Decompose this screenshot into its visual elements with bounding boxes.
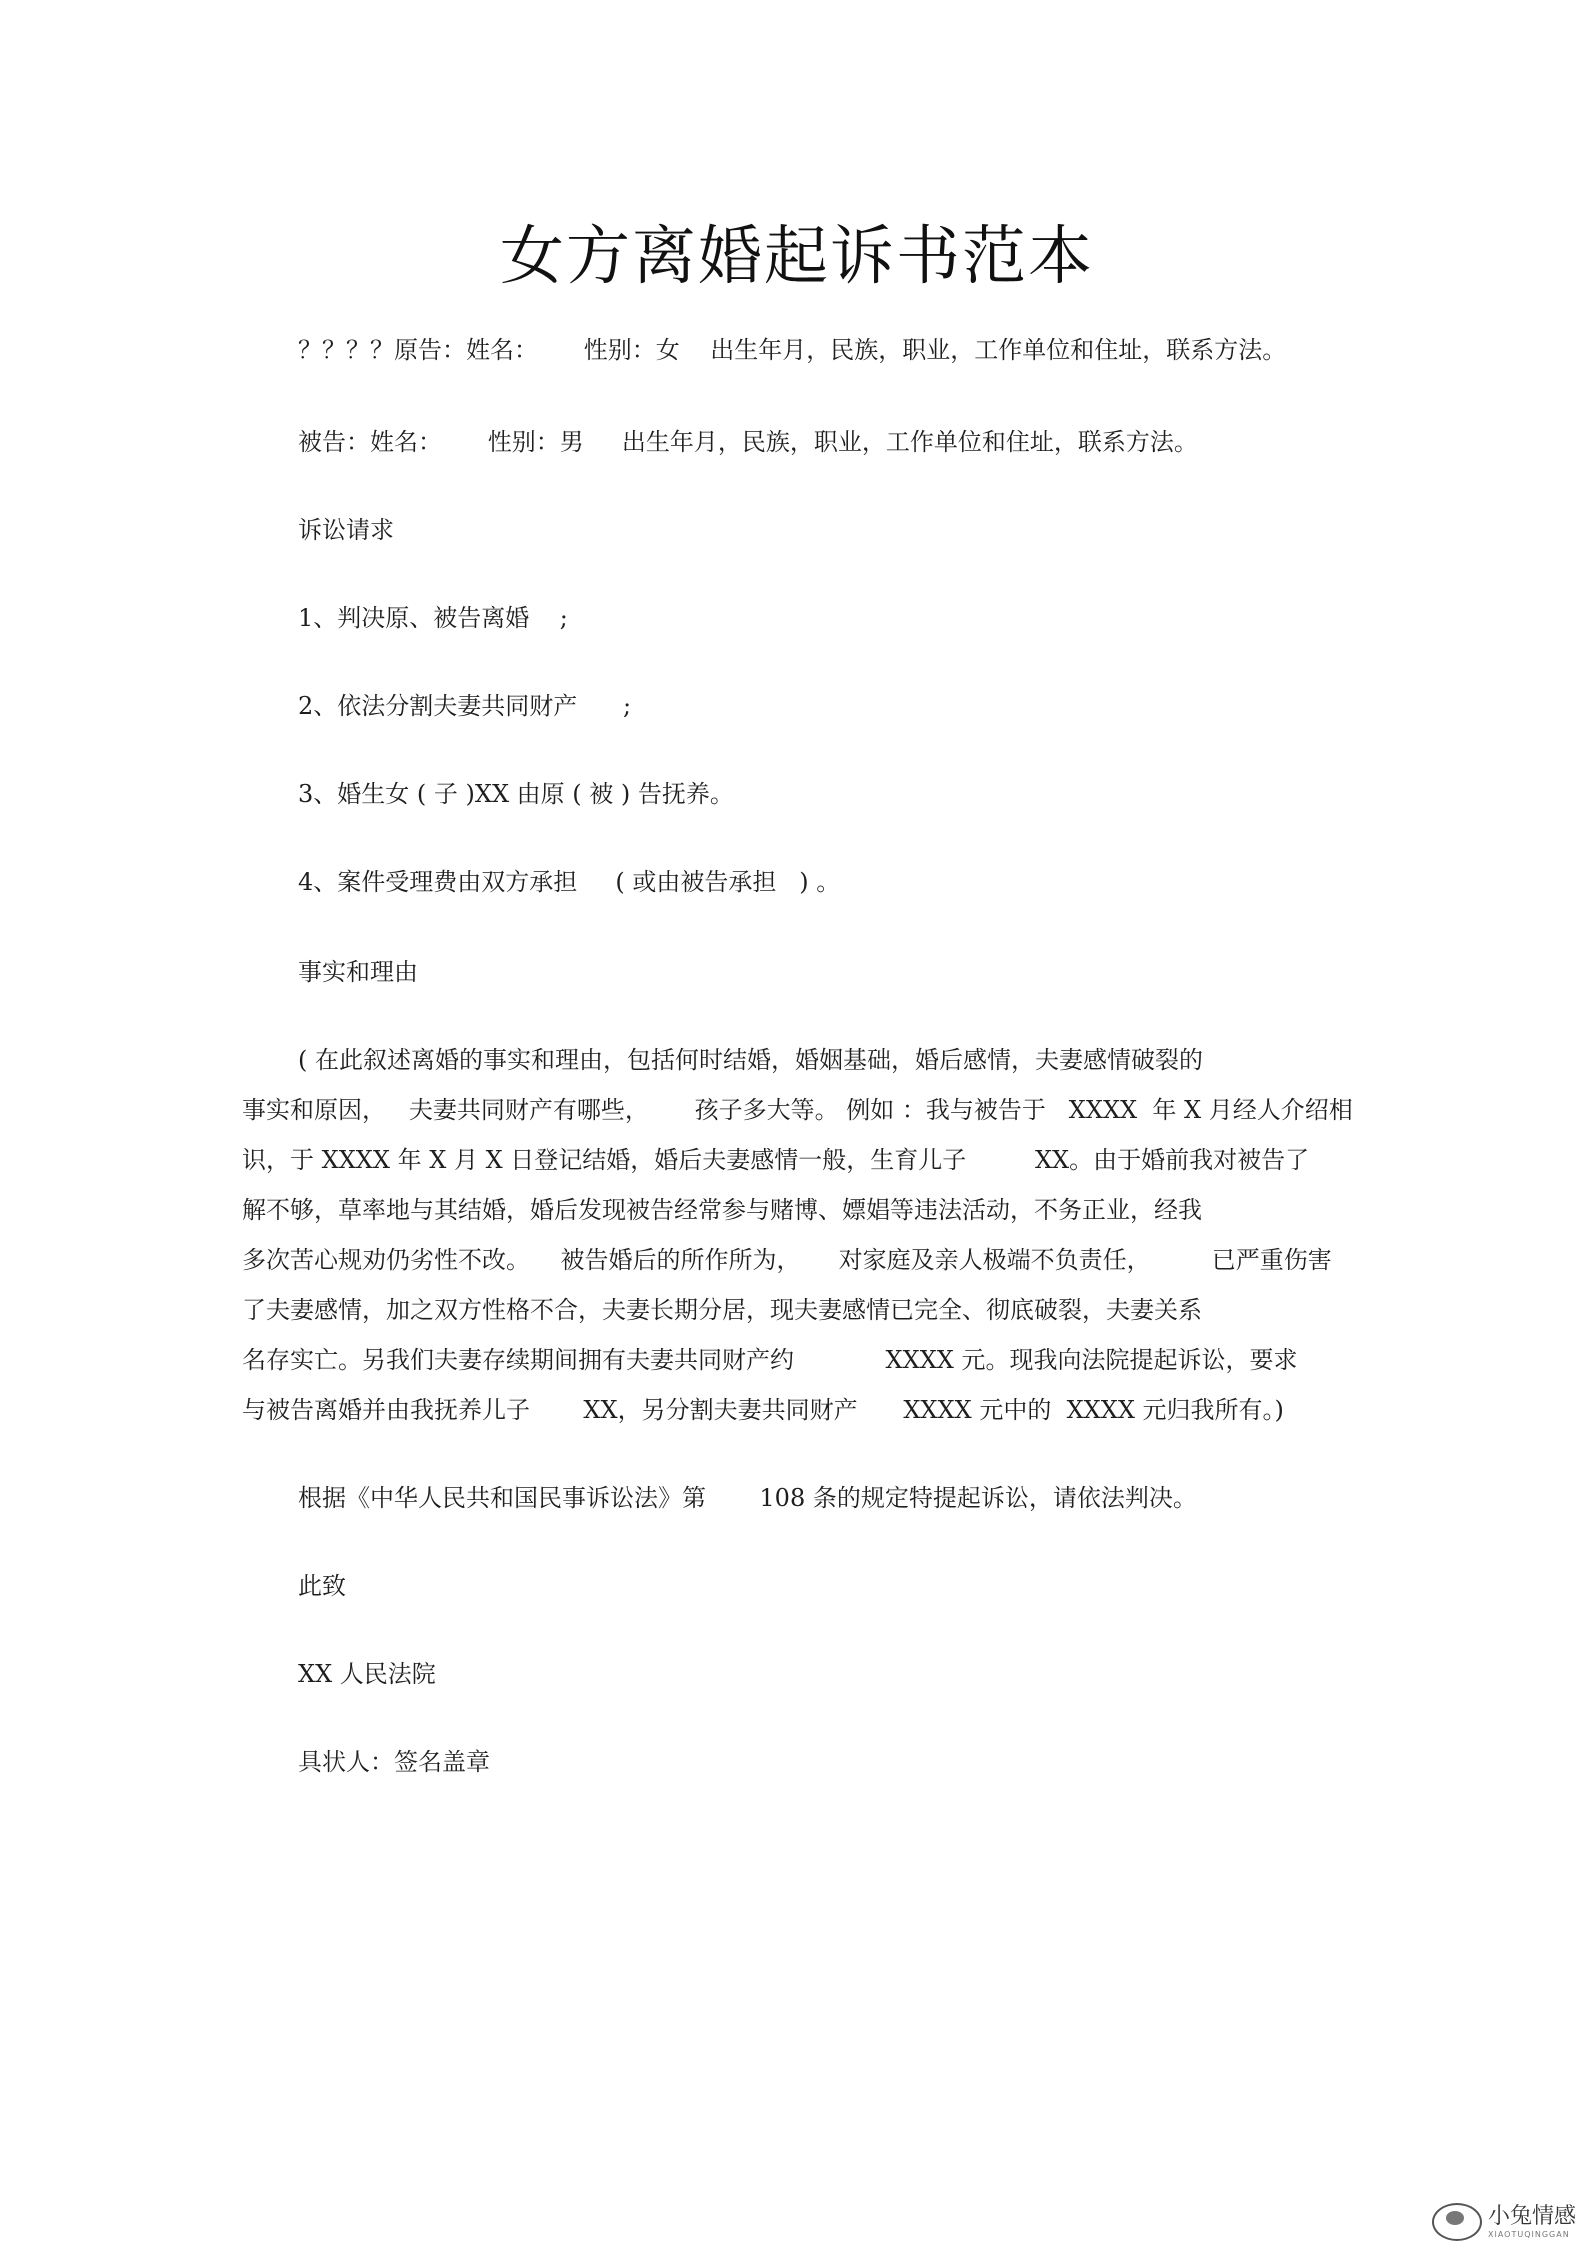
legal-basis-line: 根据《中华人民共和国民事诉讼法》第 108 条的规定特提起诉讼，请依法判决。 <box>298 1484 1197 1512</box>
facts-heading: 事实和理由 <box>298 958 418 986</box>
facts-line-5: 多次苦心规劝仍劣性不改。 被告婚后的所作所为， 对家庭及亲人极端不负责任， 已严重伤害 <box>242 1246 1332 1274</box>
defendant-line: 被告：姓名： 性别：男 出生年月，民族，职业，工作单位和住址，联系方法。 <box>298 428 1198 456</box>
watermark-sub: XIAOTUQINGGAN <box>1487 2229 1570 2239</box>
facts-line-8: 与被告离婚并由我抚养儿子 XX，另分割夫妻共同财产 XXXX 元中的 XXXX 元归我所有。) <box>242 1396 1284 1424</box>
court-line: XX 人民法院 <box>298 1660 436 1688</box>
closing-line: 此致 <box>298 1572 346 1600</box>
watermark <box>1432 2203 1576 2241</box>
watermark-name: 小兔情感 <box>1487 2203 1576 2229</box>
claim-item-4: 4、案件受理费由双方承担 ( 或由被告承担 ) 。 <box>298 868 841 896</box>
claim-item-1: 1、判决原、被告离婚 ; <box>298 604 568 632</box>
facts-line-2: 事实和原因， 夫妻共同财产有哪些， 孩子多大等。 例如 ：我与被告于 XXXX 年 X 月经人介绍相 <box>242 1096 1353 1124</box>
facts-line-3: 识，于 XXXX 年 X 月 X 日登记结婚，婚后夫妻感情一般，生育儿子 XX。由于婚前我对被告了 <box>242 1146 1310 1174</box>
facts-line-1: ( 在此叙述离婚的事实和理由，包括何时结婚，婚姻基础，婚后感情，夫妻感情破裂的 <box>298 1046 1203 1074</box>
facts-line-6: 了夫妻感情，加之双方性格不合，夫妻长期分居，现夫妻感情已完全、彻底破裂，夫妻关系 <box>242 1296 1202 1324</box>
facts-line-4: 解不够，草率地与其结婚，婚后发现被告经常参与赌博、嫖娼等违法活动，不务正业，经我 <box>242 1196 1202 1224</box>
document-title: 女方离婚起诉书范本 <box>500 220 1094 294</box>
facts-line-7: 名存实亡。另我们夫妻存续期间拥有夫妻共同财产约 XXXX 元。现我向法院提起诉讼，要求 <box>242 1346 1298 1374</box>
claim-item-2: 2、依法分割夫妻共同财产 ; <box>298 692 632 720</box>
signature-line: 具状人：签名盖章 <box>298 1748 490 1776</box>
claims-heading: 诉讼请求 <box>298 516 394 544</box>
claim-item-3: 3、婚生女 ( 子 )XX 由原 ( 被 ) 告抚养。 <box>298 780 734 808</box>
rabbit-logo-icon <box>1432 2203 1482 2241</box>
plaintiff-line: ？？？？原告：姓名： 性别：女 出生年月，民族，职业，工作单位和住址，联系方法。 <box>298 336 1287 364</box>
